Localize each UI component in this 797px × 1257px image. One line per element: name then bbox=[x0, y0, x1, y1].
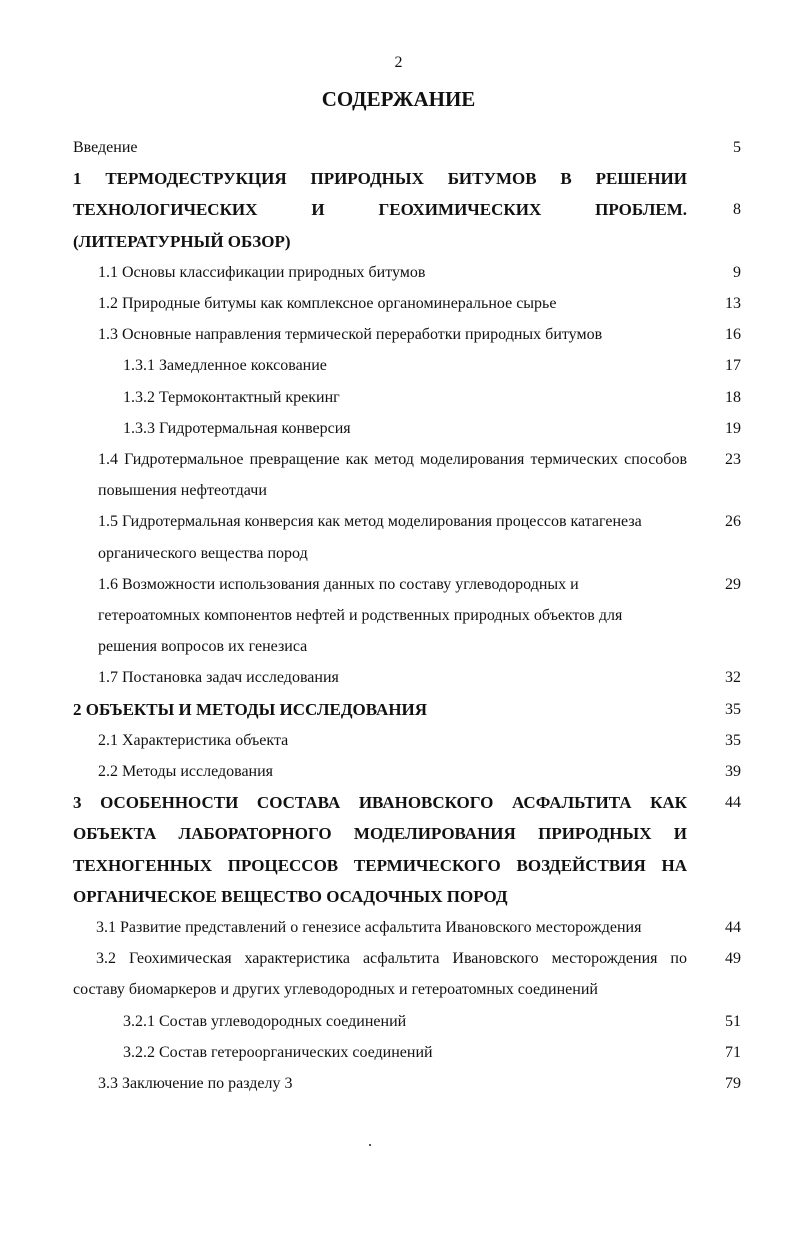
toc-entry-1-3-3[interactable] bbox=[0, 413, 797, 444]
toc-entry-page: 35 bbox=[725, 700, 741, 718]
toc-entry-page: 44 bbox=[725, 919, 741, 937]
toc-entry-text: 3.2.1 Состав углеводородных соединений bbox=[123, 1012, 407, 1030]
toc-entry-text: 1.4 Гидротермальное превращение как метод моделирования термических способов повышения нефтеотдачи bbox=[98, 451, 687, 500]
toc-entry-text: 3.2 Геохимическая характеристика асфальтита Ивановского месторождения по составу биомаркеров и других углеводородных и гетероатомных соединений bbox=[73, 950, 687, 999]
toc-entry-page: 18 bbox=[725, 388, 741, 406]
toc-entry-text: 1.3 Основные направления термической переработки природных битумов bbox=[98, 326, 603, 344]
toc-entry-page: 13 bbox=[725, 295, 741, 313]
toc-entry-3-3[interactable] bbox=[0, 1068, 797, 1099]
scan-speck bbox=[369, 1144, 371, 1146]
page-number: 2 bbox=[394, 54, 403, 71]
toc-entry-text: 1.3.3 Гидротермальная конверсия bbox=[123, 419, 351, 437]
toc-entry-page: 16 bbox=[725, 326, 741, 344]
toc-entry-text: 1.3.2 Термоконтактный крекинг bbox=[123, 388, 340, 406]
toc-entry-text: 1 ТЕРМОДЕСТРУКЦИЯ ПРИРОДНЫХ БИТУМОВ В РЕШЕНИИ ТЕХНОЛОГИЧЕСКИХ И ГЕОХИМИЧЕСКИХ ПРОБЛЕМ. (ЛИТЕРАТУРНЫЙ ОБЗОР) bbox=[73, 169, 687, 251]
toc-entry-3-2[interactable] bbox=[0, 943, 797, 1005]
toc-entry-text: 2 ОБЪЕКТЫ И МЕТОДЫ ИССЛЕДОВАНИЯ bbox=[73, 699, 428, 719]
toc-entry-1-6[interactable] bbox=[0, 569, 797, 663]
toc-entry-1-4[interactable] bbox=[0, 444, 797, 506]
toc-entry-3-2-1[interactable] bbox=[0, 1006, 797, 1037]
toc-entry-text: 1.7 Постановка задач исследования bbox=[98, 669, 339, 687]
toc-entry-page: 19 bbox=[725, 419, 741, 437]
toc-title: СОДЕРЖАНИЕ bbox=[321, 87, 476, 111]
toc-entry-text: 2.1 Характеристика объекта bbox=[98, 731, 289, 749]
toc-entry-page: 9 bbox=[733, 263, 741, 281]
toc-entry-text: 1.2 Природные битумы как комплексное органоминеральное сырье bbox=[98, 295, 557, 313]
toc-entry-1-3-1[interactable] bbox=[0, 350, 797, 381]
toc-entry-text: 2.2 Методы исследования bbox=[98, 763, 274, 781]
toc-entry-3-1[interactable] bbox=[0, 912, 797, 943]
toc-entry-page: 35 bbox=[725, 731, 741, 749]
toc-entry-1-7[interactable] bbox=[0, 662, 797, 693]
toc-entry-text: 1.1 Основы классификации природных битумов bbox=[98, 263, 426, 281]
toc-entry-2-1[interactable] bbox=[0, 725, 797, 756]
toc-entry-text: 1.6 Возможности использования данных по составу углеводородных и гетероатомных компонентов нефтей и родственных природных объектов для решения вопросов их генезиса bbox=[98, 575, 623, 656]
toc-entry-page: 5 bbox=[733, 139, 741, 156]
toc-entry-1-2[interactable] bbox=[0, 288, 797, 319]
toc-entry-text: 3.1 Развитие представлений о генезисе асфальтита Ивановского месторождения bbox=[96, 919, 642, 937]
toc-entry-text: 1.5 Гидротермальная конверсия как метод моделирования процессов катагенеза органического вещества пород bbox=[98, 513, 642, 562]
toc-entry-page: 79 bbox=[725, 1075, 741, 1093]
toc-entry-page: 8 bbox=[733, 201, 741, 219]
toc-entry-page: 39 bbox=[725, 763, 741, 781]
toc-entry-page: 49 bbox=[725, 950, 741, 968]
toc-entry-1-1[interactable] bbox=[0, 257, 797, 288]
toc-entry-1-3[interactable] bbox=[0, 319, 797, 350]
toc-entry-text: 3 ОСОБЕННОСТИ СОСТАВА ИВАНОВСКОГО АСФАЛЬТИТА КАК ОБЪЕКТА ЛАБОРАТОРНОГО МОДЕЛИРОВАНИЯ ПРИРОДНЫХ И ТЕХНОГЕННЫХ ПРОЦЕССОВ ТЕРМИЧЕСКОГО ВОЗДЕЙСТВИЯ НА ОРГАНИЧЕСКОЕ ВЕЩЕСТВО ОСАДОЧНЫХ ПОРОД bbox=[73, 793, 687, 906]
toc-entry-page: 23 bbox=[725, 451, 741, 469]
toc-entry-text: Введение bbox=[73, 139, 138, 156]
toc-entry-text: 3.2.2 Состав гетероорганических соединений bbox=[123, 1043, 433, 1061]
toc-entry-1-3-2[interactable] bbox=[0, 382, 797, 413]
toc-entry-chapter-1[interactable] bbox=[0, 163, 797, 257]
toc-entry-page: 29 bbox=[725, 575, 741, 593]
toc-entry-chapter-2[interactable] bbox=[0, 694, 797, 725]
toc-entry-page: 71 bbox=[725, 1043, 741, 1061]
table-of-contents bbox=[0, 132, 797, 1099]
toc-entry-page: 44 bbox=[725, 794, 741, 812]
toc-entry-page: 17 bbox=[725, 357, 741, 375]
toc-entry-page: 26 bbox=[725, 513, 741, 531]
toc-entry-text: 3.3 Заключение по разделу 3 bbox=[98, 1075, 293, 1093]
toc-entry-3-2-2[interactable] bbox=[0, 1037, 797, 1068]
toc-entry-page: 51 bbox=[725, 1012, 741, 1030]
toc-entry-1-5[interactable] bbox=[0, 506, 797, 568]
toc-entry-chapter-3[interactable] bbox=[0, 787, 797, 912]
toc-entry-2-2[interactable] bbox=[0, 756, 797, 787]
toc-entry-page: 32 bbox=[725, 669, 741, 687]
toc-entry-introduction[interactable] bbox=[0, 132, 797, 163]
toc-entry-text: 1.3.1 Замедленное коксование bbox=[123, 357, 327, 375]
